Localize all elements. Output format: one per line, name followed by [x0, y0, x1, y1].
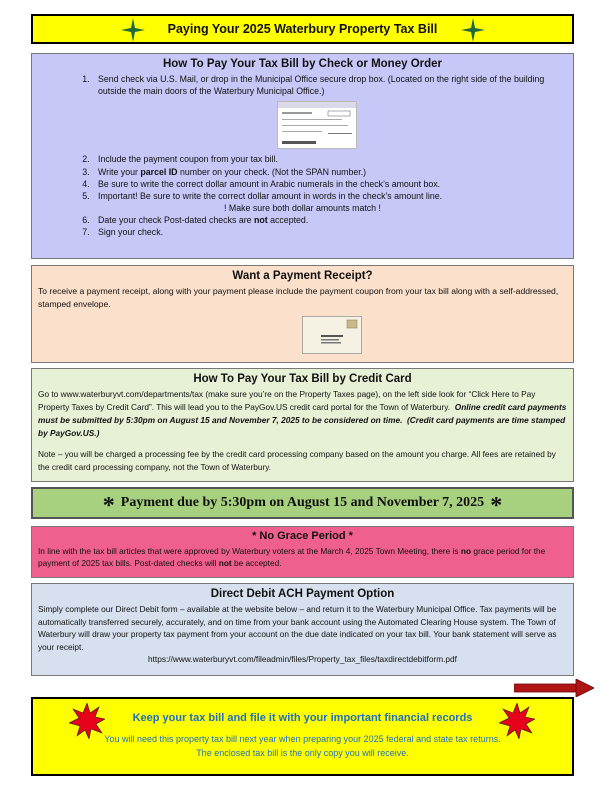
payment-due-text: Payment due by 5:30pm on August 15 and November 7, 2025	[120, 495, 485, 510]
check-step	[92, 214, 563, 226]
credit-card-section	[31, 368, 574, 482]
asterisk: *	[490, 492, 503, 519]
grace-text-part: be accepted.	[231, 558, 282, 568]
grace-bold-text: not	[218, 558, 232, 568]
grace-text	[38, 545, 567, 569]
check-section	[31, 53, 574, 259]
check-image	[277, 101, 357, 149]
grace-bold-text: no	[460, 546, 472, 556]
keep-records-section	[31, 697, 574, 776]
credit-deadline-text: Online credit card payments must be submitted by 5:30pm on August 15 and November 7, 2025 to be considered on time.	[38, 402, 567, 425]
receipt-text: To receive a payment receipt, along with your payment please include the payment coupon from your tax bill along with a self-addressed, stamped envelope.	[38, 286, 559, 309]
burst-icon	[499, 703, 535, 739]
check-section-title: How To Pay Your Tax Bill by Check or Money Order	[162, 58, 443, 70]
grace-text-part: In line with the tax bill articles that were approved by Waterbury voters at the March 4, 2025 Town Meeting, there is	[38, 546, 461, 556]
payment-due-banner	[31, 487, 574, 519]
check-step: 7. Sign your check.	[92, 226, 563, 238]
keep-records-line: You will need this property tax bill next year when preparing your 2025 federal and state tax returns.	[104, 734, 501, 744]
grace-period-section	[31, 526, 574, 578]
burst-icon	[69, 703, 105, 739]
credit-fee-note: Note – you will be charged a processing fee by the credit card processing company based on the amount you charge. All fees are retained by the credit card processing company, not the Town of Waterbury.	[38, 449, 556, 472]
ach-title: Direct Debit ACH Payment Option	[210, 588, 395, 600]
step-bold-text: not	[253, 215, 268, 226]
asterisk: *	[102, 492, 115, 519]
star-icon	[461, 18, 485, 42]
step-bold-text: parcel ID	[140, 166, 178, 177]
check-step: 1. Send check via U.S. Mail, or drop in the Municipal Office secure drop box. (Located on the right side of the building outside the main doors of the Waterbury Municipal Office.)	[92, 73, 563, 97]
grace-title: * No Grace Period *	[252, 530, 353, 542]
credit-instructions	[38, 388, 567, 440]
check-steps-list	[32, 73, 573, 97]
credit-text: Go to www.waterburyvt.com/departments/tax (make sure you’re on the Property Taxes page), on the left side look for “Click Here to Pay Property Taxes by Credit Card”. This will lead you to the PayGov.US credit card portal for the Town of Waterbury.	[38, 389, 536, 412]
arrow-right-icon	[514, 679, 594, 697]
receipt-section	[31, 265, 574, 363]
check-steps-list-end	[32, 214, 573, 238]
step-text: Write your	[98, 166, 141, 177]
check-step: 4. Be sure to write the correct dollar amount in Arabic numerals in the check’s amount box.	[92, 178, 563, 190]
envelope-illustration	[303, 317, 361, 353]
keep-records-heading: Keep your tax bill and file it with your important financial records	[132, 712, 473, 724]
title-banner	[31, 14, 574, 44]
step-text: accepted.	[267, 215, 309, 226]
ach-text: Simply complete our Direct Debit form – available at the website below – and return it to the Waterbury Municipal Office. Tax payments will be automatically transferred securely, accurately, and on time from your bank account using the Automated Clearing House system. The Town of Waterbury will draw your property tax payment from your account on the due date indicated on your tax bill. Your bank statement will serve as your receipt.	[38, 604, 557, 652]
check-step	[92, 166, 563, 178]
grace-text-part: grace period for the payment of 2025 tax bills. Post-dated checks will	[38, 546, 546, 568]
check-step: 5. Important! Be sure to write the correct dollar amount in words in the check’s amount line.	[92, 190, 563, 202]
check-illustration	[278, 102, 356, 148]
credit-timestamp-note: (Credit card payments are time stamped by PayGov.US.)	[38, 415, 566, 438]
credit-section-title: How To Pay Your Tax Bill by Credit Card	[193, 373, 412, 385]
check-steps-list-continued	[32, 153, 573, 202]
page-title: Paying Your 2025 Waterbury Property Tax Bill	[167, 22, 438, 36]
amount-match-note: ! Make sure both dollar amounts match !	[224, 203, 381, 214]
star-icon	[121, 18, 145, 42]
check-step: 2. Include the payment coupon from your tax bill.	[92, 153, 563, 165]
receipt-section-title: Want a Payment Receipt?	[232, 270, 373, 282]
ach-form-link[interactable]: https://www.waterburyvt.com/fileadmin/files/Property_tax_files/taxdirectdebitform.pdf	[148, 654, 457, 664]
ach-section	[31, 583, 574, 676]
step-text: number on your check. (Not the SPAN number.)	[177, 166, 367, 177]
keep-records-line: The enclosed tax bill is the only copy you will receive.	[196, 748, 409, 758]
envelope-image	[302, 316, 362, 354]
step-text: Date your check Post-dated checks are	[98, 215, 254, 226]
